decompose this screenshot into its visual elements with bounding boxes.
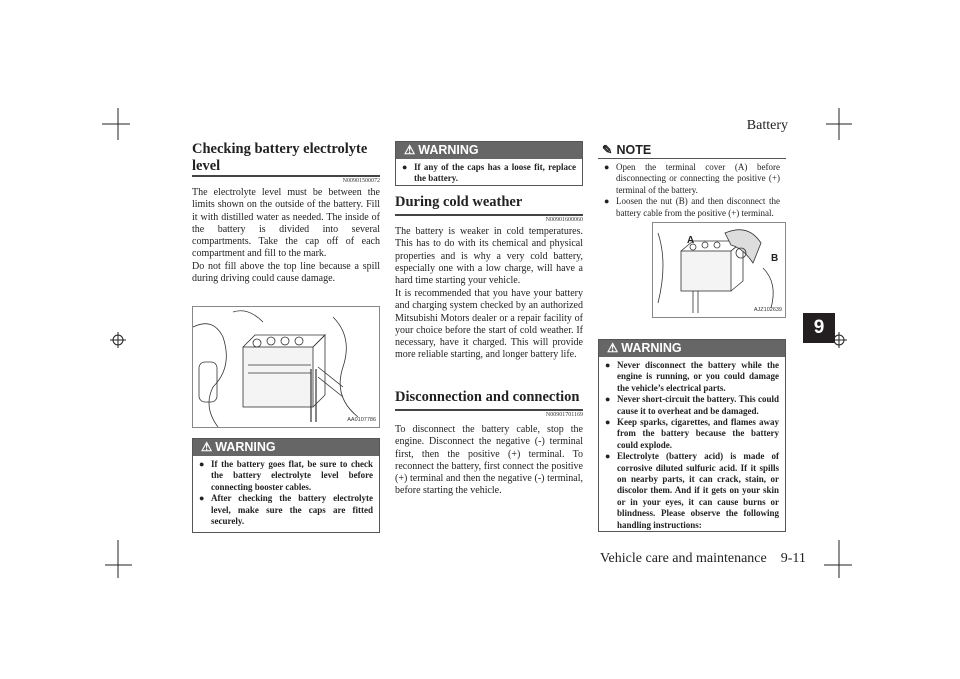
heading-rule bbox=[395, 409, 583, 411]
warning-box bbox=[395, 141, 583, 186]
warning-item: ● If the battery goes flat, be sure to check the battery electrolyte level before connecting booster cables. bbox=[199, 459, 373, 493]
section-heading-disconnect: Disconnection and connection bbox=[395, 389, 580, 405]
warning-box bbox=[192, 438, 380, 533]
illustration-code: AA0107786 bbox=[347, 417, 376, 423]
warning-header bbox=[599, 340, 785, 357]
note-header bbox=[598, 141, 786, 159]
warning-triangle-icon: ⚠ bbox=[607, 341, 619, 355]
note-item: ● Open the terminal cover (A) before disconnecting or connecting the positive (+) terminal of the battery. bbox=[604, 162, 780, 196]
warning-box bbox=[598, 339, 786, 532]
pencil-icon: ✎ bbox=[602, 143, 613, 157]
warning-item: ● Keep sparks, cigarettes, and flames away from the battery because the battery could explode. bbox=[605, 417, 779, 451]
doc-code: N00901600060 bbox=[545, 217, 583, 223]
warning-item: ● Never short-circuit the battery. This could cause it to overheat and be damaged. bbox=[605, 394, 779, 417]
terminal-image bbox=[653, 223, 785, 317]
warning-triangle-icon: ⚠ bbox=[201, 440, 213, 454]
warning-triangle-icon: ⚠ bbox=[404, 143, 416, 157]
doc-code: N00901701169 bbox=[545, 412, 583, 418]
callout-b: B bbox=[771, 253, 779, 264]
paragraph: Do not fill above the top line because a spill during driving could cause damage. bbox=[192, 261, 380, 285]
battery-illustration bbox=[192, 306, 380, 428]
note-block bbox=[598, 141, 786, 223]
warning-title: WARNING bbox=[621, 341, 682, 355]
paragraph: To disconnect the battery cable, stop the engine. Disconnect the negative (-) terminal first, then the positive (+) terminal. To reconnect the battery, first connect the positive (+) terminal and then the negative (-) terminal, before starting the vehicle. bbox=[395, 424, 583, 497]
page-footer: Vehicle care and maintenance 9-11 bbox=[600, 551, 806, 566]
heading-rule bbox=[192, 175, 380, 177]
paragraph: It is recommended that you have your battery and charging system checked by an authorized Mitsubishi Motors dealer or a repair facility of your choice before the start of cold weather. If necessary, have it charged. This will provide more reliable starting, and longer battery life. bbox=[395, 288, 583, 361]
section-heading-electrolyte: Checking battery electrolyte level bbox=[192, 141, 368, 174]
callout-a: A bbox=[687, 235, 695, 246]
battery-image bbox=[193, 307, 379, 427]
running-header: Battery bbox=[746, 118, 788, 133]
warning-title: WARNING bbox=[418, 143, 479, 157]
doc-code: N00901500072 bbox=[342, 178, 380, 184]
warning-header bbox=[193, 439, 379, 456]
illustration-code: AJZ102639 bbox=[753, 307, 782, 313]
heading-rule bbox=[395, 214, 583, 216]
section-heading-cold: During cold weather bbox=[395, 194, 523, 210]
section-tab: 9 bbox=[803, 313, 835, 343]
note-title: NOTE bbox=[616, 142, 652, 157]
note-item: ● Loosen the nut (B) and then disconnect the battery cable from the positive (+) terminal. bbox=[604, 196, 780, 219]
warning-item: ● If any of the caps has a loose fit, replace the battery. bbox=[402, 162, 576, 185]
warning-item: ● Electrolyte (battery acid) is made of corrosive diluted sulfuric acid. If it spills on nearby parts, it can crack, stain, or discolor them. And if it gets on your skin or in your eyes, it can cause burns or blindness. Please observe the following handling instructions: bbox=[605, 451, 779, 531]
warning-item: ● Never disconnect the battery while the engine is running, or you could damage the vehicle’s electrical parts. bbox=[605, 360, 779, 394]
warning-title: WARNING bbox=[215, 440, 276, 454]
terminal-illustration bbox=[652, 222, 786, 318]
warning-header bbox=[396, 142, 582, 159]
warning-item: ● After checking the battery electrolyte level, make sure the caps are fitted securely. bbox=[199, 493, 373, 527]
paragraph: The battery is weaker in cold temperatures. This has to do with its chemical and physical properties and is why a very cold battery, especially one with a low charge, will have a hard time starting your vehicle. bbox=[395, 226, 583, 287]
paragraph: The electrolyte level must be between the limits shown on the outside of the battery. Fill it with distilled water as needed. The inside of the battery is divided into several compartments. Take the cap off of each compartment and fill to the mark. bbox=[192, 187, 380, 260]
